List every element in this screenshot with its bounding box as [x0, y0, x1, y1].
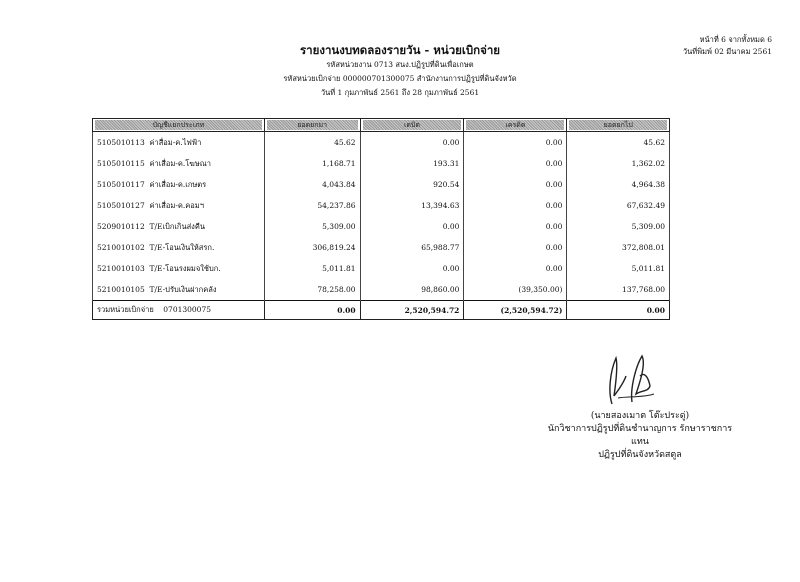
carried-forward-cell: 5,011.81: [567, 258, 670, 279]
account-name: ค่าสื่อม-ค.ไฟฟ้า: [149, 137, 202, 147]
account-code: 5105010117: [97, 179, 145, 189]
brought-forward-cell: 4,043.84: [264, 174, 360, 195]
debit-cell: 98,860.00: [360, 279, 464, 301]
debit-cell: 13,394.63: [360, 195, 464, 216]
table-row: [93, 279, 670, 301]
date-range-line: วันที่ 1 กุมภาพันธ์ 2561 ถึง 28 กุมภาพันธ์ 2561: [320, 88, 480, 97]
page-info: [683, 34, 772, 58]
carried-forward-cell: 4,964.38: [567, 174, 670, 195]
table-header-row: [93, 119, 670, 132]
debit-cell: 0.00: [360, 216, 464, 237]
col-credit: เครดิต: [464, 119, 567, 132]
account-code: 5210010103: [97, 263, 145, 273]
account-code: 5105010113: [97, 137, 145, 147]
debit-cell: 920.54: [360, 174, 464, 195]
total-label: รวมหน่วยเบิกจ่าย: [97, 305, 154, 314]
brought-forward-cell: 5,309.00: [264, 216, 360, 237]
credit-cell: 0.00: [464, 132, 567, 154]
account-code: 5105010115: [97, 158, 145, 168]
disbursement-unit-line: รหัสหน่วยเบิกจ่าย 000000701300075 สำนักงานการปฏิรูปที่ดินจังหวัด: [283, 74, 517, 83]
table-row: [93, 153, 670, 174]
carried-forward-cell: 372,808.01: [567, 237, 670, 258]
credit-cell: 0.00: [464, 237, 567, 258]
table-row: [93, 258, 670, 279]
account-code: 5105010127: [97, 200, 145, 210]
credit-cell: 0.00: [464, 153, 567, 174]
carried-forward-cell: 1,362.02: [567, 153, 670, 174]
account-name: T/Eเบิกเกินส่งคืน: [149, 221, 205, 231]
brought-forward-cell: 45.62: [264, 132, 360, 154]
account-code: 5209010112: [97, 221, 145, 231]
table-row: [93, 216, 670, 237]
credit-cell: 0.00: [464, 174, 567, 195]
account-name: ค่าเสื่อม-ค.โฆษณา: [149, 158, 211, 168]
total-debit: 2,520,594.72: [360, 301, 464, 320]
brought-forward-cell: 78,258.00: [264, 279, 360, 301]
total-credit: (2,520,594.72): [464, 301, 567, 320]
table-row: [93, 174, 670, 195]
signature-block: [540, 410, 740, 462]
carried-forward-cell: 5,309.00: [567, 216, 670, 237]
brought-forward-cell: 5,011.81: [264, 258, 360, 279]
total-brought-forward: 0.00: [264, 301, 360, 320]
credit-cell: 0.00: [464, 195, 567, 216]
col-debit: เดบิต: [360, 119, 464, 132]
account-code: 5210010105: [97, 284, 145, 294]
table-row: [93, 237, 670, 258]
signatory-name: (นายสองเมาต โต๊ะประดู่): [590, 411, 690, 421]
total-carried-forward: 0.00: [567, 301, 670, 320]
report-title: รายงานงบทดลองรายวัน - หน่วยเบิกจ่าย: [299, 43, 501, 57]
page-number: หน้าที่ 6 จากทั้งหมด 6: [699, 35, 772, 44]
account-code: 5210010102: [97, 242, 145, 252]
credit-cell: (39,350.00): [464, 279, 567, 301]
signatory-office: ปฏิรูปที่ดินจังหวัดสตูล: [598, 450, 682, 460]
trial-balance-table: [92, 118, 670, 320]
col-brought-forward: ยอดยกมา: [264, 119, 360, 132]
signatory-position: นักวิชาการปฏิรูปที่ดินชำนาญการ รักษาราชการแทน: [547, 424, 733, 447]
total-row: [93, 301, 670, 320]
account-name: ค่าเสื่อม-ค.คอมฯ: [149, 200, 204, 210]
carried-forward-cell: 67,632.49: [567, 195, 670, 216]
print-date: วันที่พิมพ์ 02 มีนาคม 2561: [682, 47, 772, 56]
table-row: [93, 132, 670, 154]
brought-forward-cell: 1,168.71: [264, 153, 360, 174]
account-name: T/E-โอนเงินให้สรก.: [149, 242, 215, 252]
account-name: T/E-โอนรงผมจใช้บก.: [149, 263, 221, 273]
account-name: ค่าเสื่อม-ค.เกษตร: [149, 179, 207, 189]
handwritten-signature: [598, 352, 668, 408]
brought-forward-cell: 306,819.24: [264, 237, 360, 258]
debit-cell: 193.31: [360, 153, 464, 174]
total-unit-code: 0701300075: [163, 305, 211, 314]
account-name: T/E-ปรับเงินฝากคลัง: [149, 284, 217, 294]
credit-cell: 0.00: [464, 258, 567, 279]
agency-line: รหัสหน่วยงาน 0713 สนง.ปฏิรูปที่ดินเพื่อเกษต: [326, 60, 474, 69]
brought-forward-cell: 54,237.86: [264, 195, 360, 216]
table-row: [93, 195, 670, 216]
carried-forward-cell: 45.62: [567, 132, 670, 154]
credit-cell: 0.00: [464, 216, 567, 237]
col-carried-forward: ยอดยกไป: [567, 119, 670, 132]
carried-forward-cell: 137,768.00: [567, 279, 670, 301]
debit-cell: 65,988.77: [360, 237, 464, 258]
debit-cell: 0.00: [360, 258, 464, 279]
col-account: บัญชีแยกประเภท: [93, 119, 265, 132]
debit-cell: 0.00: [360, 132, 464, 154]
